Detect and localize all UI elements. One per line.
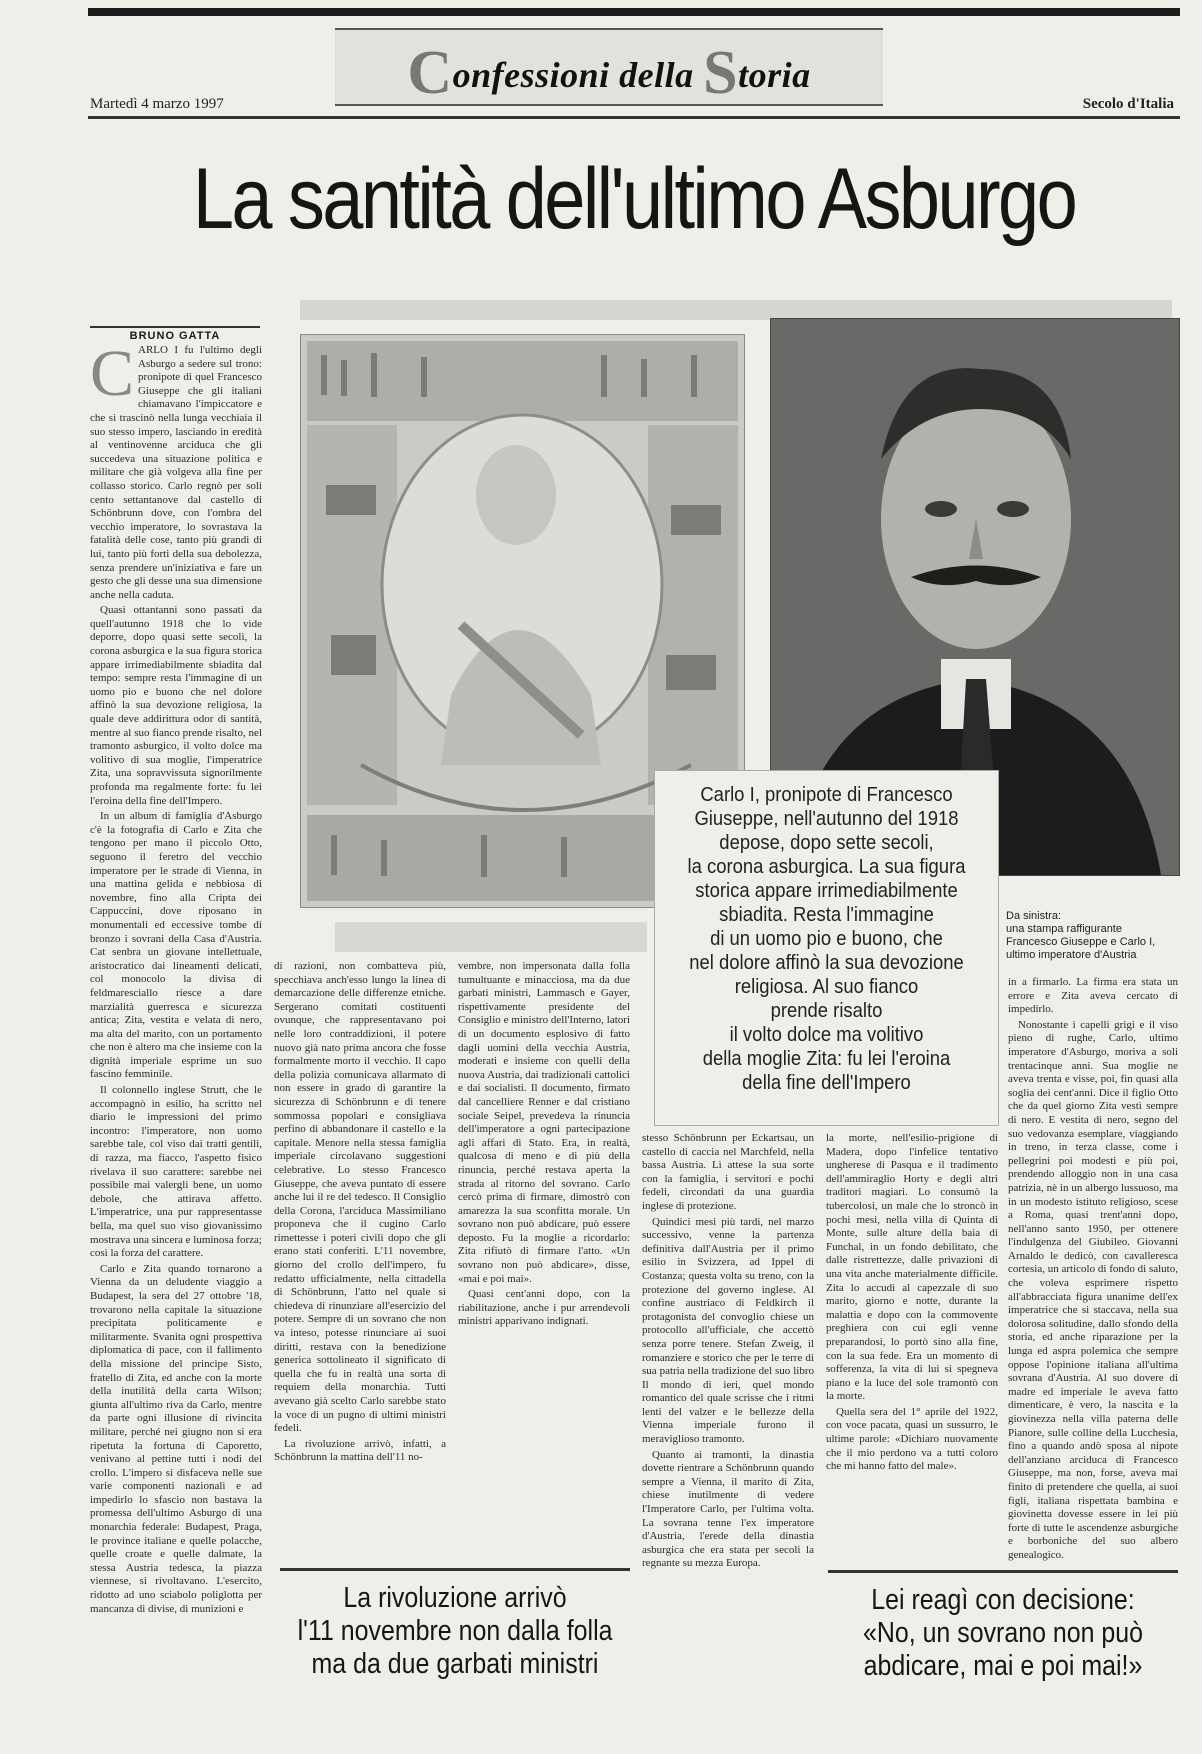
byline: BRUNO GATTA (90, 326, 260, 342)
gray-band (300, 300, 1172, 320)
text-column-6 (1008, 976, 1178, 1572)
caption-line: ultimo imperatore d'Austria (1006, 949, 1137, 961)
text-column-5 (826, 1132, 998, 1572)
newspaper-name: Secolo d'Italia (1082, 96, 1174, 112)
paragraph: ARLO I fu l'ultimo degli Asburgo a sedere sul trono: pronipote di quel Francesco Giuseppe che gli italiani chiamavano l'impiccatore e che si trascinò nella lunga vecchiaia il suo stesso impero, lasciando in eredità al ventinovenne arciduca che gli succedeva una situazione politica e militare che già volgeva alla fine per collasso storico. Carlo regnò per soli cento settantanove dal castello di Schönbrunn dove, con l'ombra del vecchio imperatore, lo sovrastava la fatalità delle cose, tanto più grandi di lui, tanto più forti della sua debolezza, senza prendere un'iniziativa e fare un gesto che gli desse una sua dimensione anche nella caduta. (90, 344, 262, 601)
paragraph: La rivoluzione arrivò, infatti, a Schönbrunn la mattina dell'11 no- (274, 1437, 446, 1464)
pull-quote-line: di un uomo pio e buono, che (710, 927, 943, 950)
pull-quote-line: nel dolore affinò la sua devozione (689, 951, 964, 974)
pull-quote-line: della fine dell'Impero (742, 1071, 911, 1094)
text-column-3 (458, 960, 630, 1540)
subhead-line: La rivoluzione arrivò (343, 1582, 567, 1614)
photo-caption (1006, 910, 1176, 962)
subhead-right (820, 1584, 1186, 1683)
pull-quote-line: prende risalto (770, 999, 883, 1022)
column-1-text (90, 344, 262, 1616)
pull-quote-line: depose, dopo sette secoli, (719, 831, 934, 854)
pull-quote-line: sbiadita. Resta l'immagine (719, 903, 934, 926)
section-banner (335, 28, 883, 106)
headline: La santità dell'ultimo Asburgo (192, 151, 1076, 247)
subhead-right-rule (828, 1570, 1178, 1573)
paragraph: la morte, nell'esilio-prigione di Madera, dopo l'infelice tentativo ungherese di Pasqua e il tradimento dell'ammiraglio Horty e degli altri traditori magiari. Lo consumò la tubercolosi, un male che lo stroncò in pochi mesi, nella villa di Quinta di Monte, sulle alture della baia di Funchal, in un fondo debilitato, che dalle ristrettezze, dalle privazioni di una vita anche materialmente difficile. Zita lo accudì al capezzale di suo marito, giorno e notte, durante la malattia e dopo con la commovente preghiera con cui egli venne preparandosi, lo portò sino alla fine, con la sua fede. Era un momento di sofferenza, la vita di lui si spegneva piano e la luce del sole tramontò con la morte. (826, 1132, 998, 1403)
section-title-cap1: C (407, 39, 453, 107)
section-title-cap2: S (703, 39, 739, 107)
section-title-part2: toria (738, 55, 811, 95)
subhead-line: Lei reagì con decisione: (871, 1584, 1135, 1616)
paragraph: vembre, non impersonata dalla folla tumultuante e minacciosa, ma da due garbati ministri, Lammasch e Gayer, rispettivamente presidente del Consiglio e ministro dell'Interno, latori di un documento esplosivo di fatto dagli uomini della vecchia Austria, moderati e insieme con quelli della nuova Austria, dai tradizionali cattolici e dai socialisti. Il documento, firmato dal cancelliere Renner e dal cristiano sociale Seipel, prevedeva la rinuncia dell'imperatore a ogni partecipazione agli affari di Stato. Era, in realtà, qualcosa di meno e di più della rinuncia, perché restava aperta la strada al ritorno del sovrano. Carlo cercò prima di firmare, dimostrò con amarezza la sua sconfitta morale. Un sovrano non può abdicare, può essere deposto. Fu la moglie a ricordarlo: Zita rifiutò di firmare l'atto. «Un sovrano non può abdicare», disse, «mai e poi mai». (458, 960, 630, 1285)
pull-quote-line: il volto dolce ma volitivo (729, 1023, 924, 1046)
section-title-part1: onfessioni della (452, 55, 704, 95)
paragraph: Quasi cent'anni dopo, con la riabilitazione, anche i pur arrendevoli ministri apparivano indignati. (458, 1288, 630, 1328)
paragraph: In un album di famiglia d'Asburgo c'è la fotografia di Carlo e Zita che tengono per mano il piccolo Otto, seguono il feretro del vecchio imperatore per le strade di Vienna, in una mattina gelida e nebbiosa di novembre, fino alla Cripta dei Cappuccini, dove riposano in monumentali ed eccessive tombe di bronzo i sovrani della Casa d'Austria. Cat senbra un giovane intellettuale, aristocratico dai lineamenti delicati, col monocolo la divisa di feldmaresciallo riesce a dare marzialità guerresca e sicurezza antica; Zita, vestita e velata di nero, ma alta del marito, con un portamento che non è altero ma che insieme con la dignità imperiale esprime un suo fascino femminile. (90, 810, 262, 1081)
paragraph: Nonostante i capelli grigi e il viso pieno di rughe, Carlo, ultimo imperatore d'Asburgo, moriva a soli trentacinque anni. Sua moglie ne aveva trenta e visse, poi, fin quasi alla soglia dei cent'anni. Dice il figlio Otto che da quel giorno Zita vestì sempre di nero. E vestita di nero, segno del suo vedovanza esemplare, viaggiando in treno, in terza classe, come i pellegrini poi modesti e più poi, prendendo alloggio non in una casa patrizia, nè in un albergo lussuoso, ma in un modesto istituto religioso, scese a Roma, quasi trent'anni dopo, nell'anno santo 1950, per ottenere l'indulgenza del Giubileo. Giovanni Arnaldo le dedicò, con cavalleresca cortesia, un articolo di fondo di saluto, che voleva esprimere rispetto all'abbracciata figura unanime dell'ex imperatrice che si staccava, nella sua dolorosa solitudine, dallo sfondo della storia, ed anche riparazione per la lunga ed aspra polemica che sempre oppose l'opinione italiana all'ultima sovrana d'Austria. Al suo dovere di madre ed imperiale le aveva fatto dimenticare, è vero, la nascita e la giovinezza nella villa paterna delle Pianore, sulle colline della Lucchesia, fino a quando andò sposa al nipote dell'anziano arciduca di Francesco Giuseppe, ma non, forse, aveva mai finito di pretendere che quella, ai suoi figli, italiana rispettata bambina e giovinetta dovesse essere in lei più forte di tutte le ascendenze asburgiche e borboniche del suo albero genealogico. (1008, 1018, 1178, 1561)
paragraph: Carlo e Zita quando tornarono a Vienna da un deludente viaggio a Budapest, la sera del 27 ottobre '18, trovarono nella capitale la situazione precipitata politicamente e militarmente. Svanita ogni prospettiva diplomatica di pace, con il fallimento della missione del principe Sisto, fratello di Zita, ed anche con la morte della inutilità della carta Wilson; giunta all'ultimo riva da Carlo, mentre da parte ogni illusione di rivincita militare, perché nei giugno non si era ripetuta la fortuna di Caporetto, venivano al pettine tutti i nodi del crollo. L'impero si disfaceva nelle sue varie componenti nazionali e ad impedirlo lo sfascio non bastava la promessa dell'ultimo Asburgo di una monarchia federale: Budapest, Praga, le province italiane e quelle polacche, quelle croate e quelle dalmate, la stessa Austria tedesca, la piazza viennese, si rivoltavano. L'esercito, ridotto ad uno sciabolo poliglotta per mancanza di divise, di munizioni e (90, 1262, 262, 1615)
pull-quote-line: storica appare irrimediabilmente (695, 879, 958, 902)
pull-quote-line: la corona asburgica. La sua figura (687, 855, 966, 878)
paragraph: Quindici mesi più tardi, nel marzo successivo, venne la partenza definitiva dall'Austria per il primo esilio in Svizzera, ad Ippel di Costanza; questa volta su treno, con la protezione del governo inglese. Al confine austriaco di Feldkirch il protagonista del convoglio chiese un protocollo all'ufficiale, che accettò senza porre tenere. Stefan Zweig, il romanziere e storico che per le terre di sua patria nella tradizione del suo libro Il mondo di ieri, quel mondo romantico del quale scrisse che i ritmi lenti del valzer e le bellezze della Vienna imperiale furono il meraviglioso tramonto. (642, 1215, 814, 1446)
paragraph: Il colonnello inglese Strutt, che le accompagnò in esilio, ha scritto nel diario le impressioni del primo incontro: l'imperatore, non uomo sarebbe tale, col viso dai tratti gentili, di razza, ma fiacco, l'aspetto fisico rivelava il suo carattere: sarebbe nei possibile mai valergli bene, un uomo debole, che attirava affetto. L'imperatrice, una pur rappresentasse bella, ma quel suo viso giovanissimo mostrava una sincera e luminosa forza; così la forza del carattere. (90, 1084, 262, 1260)
text-column-2 (274, 960, 446, 1540)
pull-quote-line: Carlo I, pronipote di Francesco (700, 783, 953, 806)
subhead-line: abdicare, mai e poi mai!» (863, 1650, 1143, 1682)
subhead-line: ma da due garbati ministri (311, 1648, 599, 1680)
top-rule (88, 8, 1180, 16)
caption-line: Francesco Giuseppe e Carlo I, (1006, 936, 1156, 948)
paragraph: stesso Schönbrunn per Eckartsau, un castello di caccia nel Marchfeld, nella bassa Austria. Lì attese la sua sorte con la famiglia, i servitori e pochi fedeli, circondati da una guardia inglese di protezione. (642, 1132, 814, 1212)
paragraph: Quella sera del 1° aprile del 1922, con voce pacata, quasi un sussurro, le ultime parole: «Dichiaro nuovamente che il mio perdono va a tutti coloro che mi hanno fatto del male». (826, 1405, 998, 1473)
pull-quote (654, 770, 999, 1126)
subhead-line: «No, un sovrano non può (862, 1617, 1144, 1649)
text-column-1 (90, 344, 262, 1718)
caption-line: una stampa raffigurante (1006, 923, 1122, 935)
paragraph: Quasi ottantanni sono passati da quell'autunno 1918 che lo vide deporre, dopo quasi sette secoli, la corona asburgica e la sua figura storica appare irrimediabilmente sbiadita dal tempo: sempre resta l'immagine di un uomo pio e buono che nel dolore affinò la sua devozione religiosa, la quale deve addirittura odor di santità, mentre al suo fianco prende risalto, nel tramonto asburgico, il volto dolce ma volitivo di sua moglie, l'imperatrice Zita, una sopravvissuta signorilmente profonda ma regalmente forte: fu lei l'eroina della fine dell'Impero. (90, 604, 262, 807)
pull-quote-line: religiosa. Al suo fianco (734, 975, 919, 998)
header-rule (88, 116, 1180, 119)
paragraph: di razioni, non combatteva più, specchiava anch'esso lungo la linea di demarcazione delle differenze etniche. Sergerano comitati costituenti ovunque, che rappresentavano poi nelle loro contraddizioni, il potere nuovo già nato prima ancora che fosse formalmente morto il vecchio. Il capo della polizia comunicava allarmato di non essere in grado di garantire la sicurezza di Schönbrunn e di tenere sommossa popolari e consigliava perfino di abbandonare il castello e la capitale. Menore nella stessa famiglia imperiale circolavano suggestioni celebrative. Lo stesso Francesco Giuseppe, che aveva puntato di essere anche lui il re del tedesco. Il Consiglio della Corona, l'arciduca Massimiliano proponeva che il cugino Carlo rimettesse i poteri civili dopo che gli erano stati conferiti. L'11 novembre, giorno del crollo dell'impero, fu redatto ufficialmente, nella cittadella di Schönbrunn, l'atto nel quale si chiedeva di rinunziare all'esercizio del potere. Sempre di un sovrano che non va inteso, potesse rinunciare ai suoi diritti, restava con la benedizione generica sottolineato il significato di quella che fu in realtà una sorta di requiem della monarchia. Tutti avevano già scelto Carlo sarebbe stato la voce di un pugno di ultimi ministri fedeli. (274, 960, 446, 1435)
section-title (335, 38, 883, 109)
gray-band-2 (335, 922, 647, 952)
issue-date: Martedì 4 marzo 1997 (90, 96, 224, 112)
paragraph: Quanto ai tramonti, la dinastia dovette rientrare a Schönbrunn quando sempre a Vienna, il marito di Zita, chiese inutilmente di vedere l'Imperatore Carlo, per l'ultima volta. La sovrana tenne l'ex imperatore d'Austria, l'erede della dinastia asburgica che era stata per secoli la regnante su mezza Europa. (642, 1448, 814, 1570)
subhead-line: l'11 novembre non dalla folla (297, 1615, 613, 1647)
subhead-left (272, 1582, 638, 1681)
caption-line: Da sinistra: (1006, 910, 1062, 922)
pull-quote-line: della moglie Zita: fu lei l'eroina (702, 1047, 951, 1070)
drop-cap: C (90, 344, 135, 410)
pull-quote-line: Giuseppe, nell'autunno del 1918 (694, 807, 959, 830)
paragraph: in a firmarlo. La firma era stata un errore e Zita aveva cercato di impedirlo. (1008, 976, 1178, 1016)
subhead-left-rule (280, 1568, 630, 1571)
text-column-4 (642, 1132, 814, 1732)
